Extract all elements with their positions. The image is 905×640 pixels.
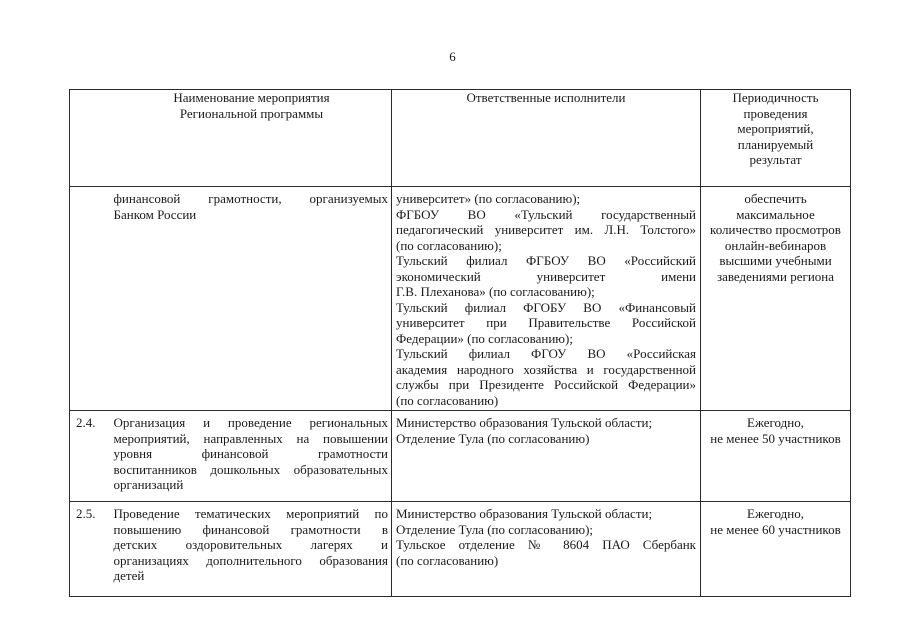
header-periodicity-line: мероприятий, — [737, 121, 814, 136]
responsible-line: Тульское отделение № 8604 ПАО Сбербанк — [396, 537, 696, 552]
header-periodicity-line: Периодичность — [732, 90, 819, 105]
activity-name-line: детей — [113, 568, 145, 583]
responsible-line: Отделение Тула (по согласованию); — [396, 521, 594, 537]
responsible-line: Министерство образования Тульской области; — [396, 415, 653, 430]
responsible-line: (по согласованию); — [396, 237, 502, 253]
responsible-line: Тульский филиал ФГБОУ ВО «Российский — [396, 253, 696, 268]
activity-name-line: Банком России — [113, 206, 197, 222]
header-responsible — [392, 90, 701, 187]
periodicity-line: максимальное — [736, 206, 815, 222]
periodicity-cell — [701, 187, 851, 411]
table-row — [70, 502, 851, 597]
activity-name-line: организациях дополнительного образования — [113, 552, 388, 568]
responsible-line: университет» (по согласованию); — [396, 191, 581, 206]
header-activity-name-line: Наименование мероприятия — [173, 90, 330, 105]
responsible-cell — [392, 502, 701, 597]
responsible-cell — [392, 187, 701, 411]
activity-name-cell — [114, 411, 392, 502]
responsible-line: академия народного хозяйства и государственной — [396, 361, 696, 377]
responsible-line: Отделение Тула (по согласованию) — [396, 430, 590, 446]
table-header-row — [70, 90, 851, 187]
activity-name-line: Проведение тематических мероприятий по — [113, 506, 388, 521]
activity-name-line: организаций — [113, 477, 184, 492]
header-activity-name — [70, 90, 392, 187]
table-body — [70, 187, 851, 597]
responsible-line: (по согласованию) — [396, 552, 499, 568]
activity-name-cell — [114, 187, 392, 411]
table-row — [70, 411, 851, 502]
responsible-line: ФГБОУ ВО «Тульский государственный — [396, 206, 696, 222]
activity-name-line: Организация и проведение региональных — [113, 415, 388, 430]
periodicity-line: Ежегодно, — [747, 506, 804, 521]
header-periodicity-line: планируемый — [737, 136, 814, 152]
periodicity-line: количество просмотров — [710, 222, 841, 237]
activity-name-line: воспитанников дошкольных образовательных — [113, 461, 388, 477]
periodicity-line: онлайн-вебинаров — [724, 237, 827, 253]
activity-name-line: повышению финансовой грамотности в — [113, 521, 388, 537]
row-number: 2.5. — [76, 506, 96, 521]
responsible-line: службы при Президенте Российской Федерации» — [396, 377, 696, 392]
responsible-line: педагогический университет им. Л.Н. Толстого» — [396, 222, 696, 237]
activity-name-line: финансовой грамотности, организуемых — [113, 191, 388, 206]
responsible-line: экономический университет имени — [396, 268, 696, 284]
periodicity-line: высшими учебными — [719, 253, 832, 268]
periodicity-cell — [701, 411, 851, 502]
periodicity-line: заведениями региона — [716, 268, 835, 284]
header-periodicity — [701, 90, 851, 187]
header-periodicity-line: результат — [749, 152, 802, 167]
program-activities-table — [69, 89, 851, 597]
page-number: 6 — [449, 49, 456, 64]
periodicity-line: обеспечить — [744, 191, 807, 206]
row-number-cell — [70, 411, 114, 502]
activity-name-line: детских оздоровительных лагерях и — [113, 537, 388, 552]
responsible-line: университет при Правительстве Российской — [396, 315, 696, 330]
activity-name-line: уровня финансовой грамотности — [113, 446, 388, 461]
periodicity-line: не менее 60 участников — [710, 521, 841, 537]
responsible-line: Г.В. Плеханова» (по согласованию); — [396, 284, 595, 299]
responsible-line: Тульский филиал ФГОБУ ВО «Финансовый — [396, 299, 696, 315]
responsible-line: Федерации» (по согласованию); — [396, 330, 573, 346]
row-number-cell — [70, 187, 114, 411]
header-responsible-text: Ответственные исполнители — [466, 90, 626, 105]
row-number: 2.4. — [76, 415, 96, 430]
header-periodicity-line: проведения — [743, 105, 808, 121]
responsible-line: Министерство образования Тульской области; — [396, 506, 653, 521]
header-activity-name-line: Региональной программы — [179, 105, 324, 121]
responsible-line: (по согласованию) — [396, 392, 499, 408]
activity-name-line: мероприятий, направленных на повышении — [113, 430, 388, 446]
row-number-cell — [70, 502, 114, 597]
periodicity-line: Ежегодно, — [747, 415, 804, 430]
periodicity-cell — [701, 502, 851, 597]
periodicity-line: не менее 50 участников — [710, 430, 841, 446]
table-row — [70, 187, 851, 411]
activity-name-cell — [114, 502, 392, 597]
responsible-line: Тульский филиал ФГОУ ВО «Российская — [396, 346, 696, 361]
responsible-cell — [392, 411, 701, 502]
